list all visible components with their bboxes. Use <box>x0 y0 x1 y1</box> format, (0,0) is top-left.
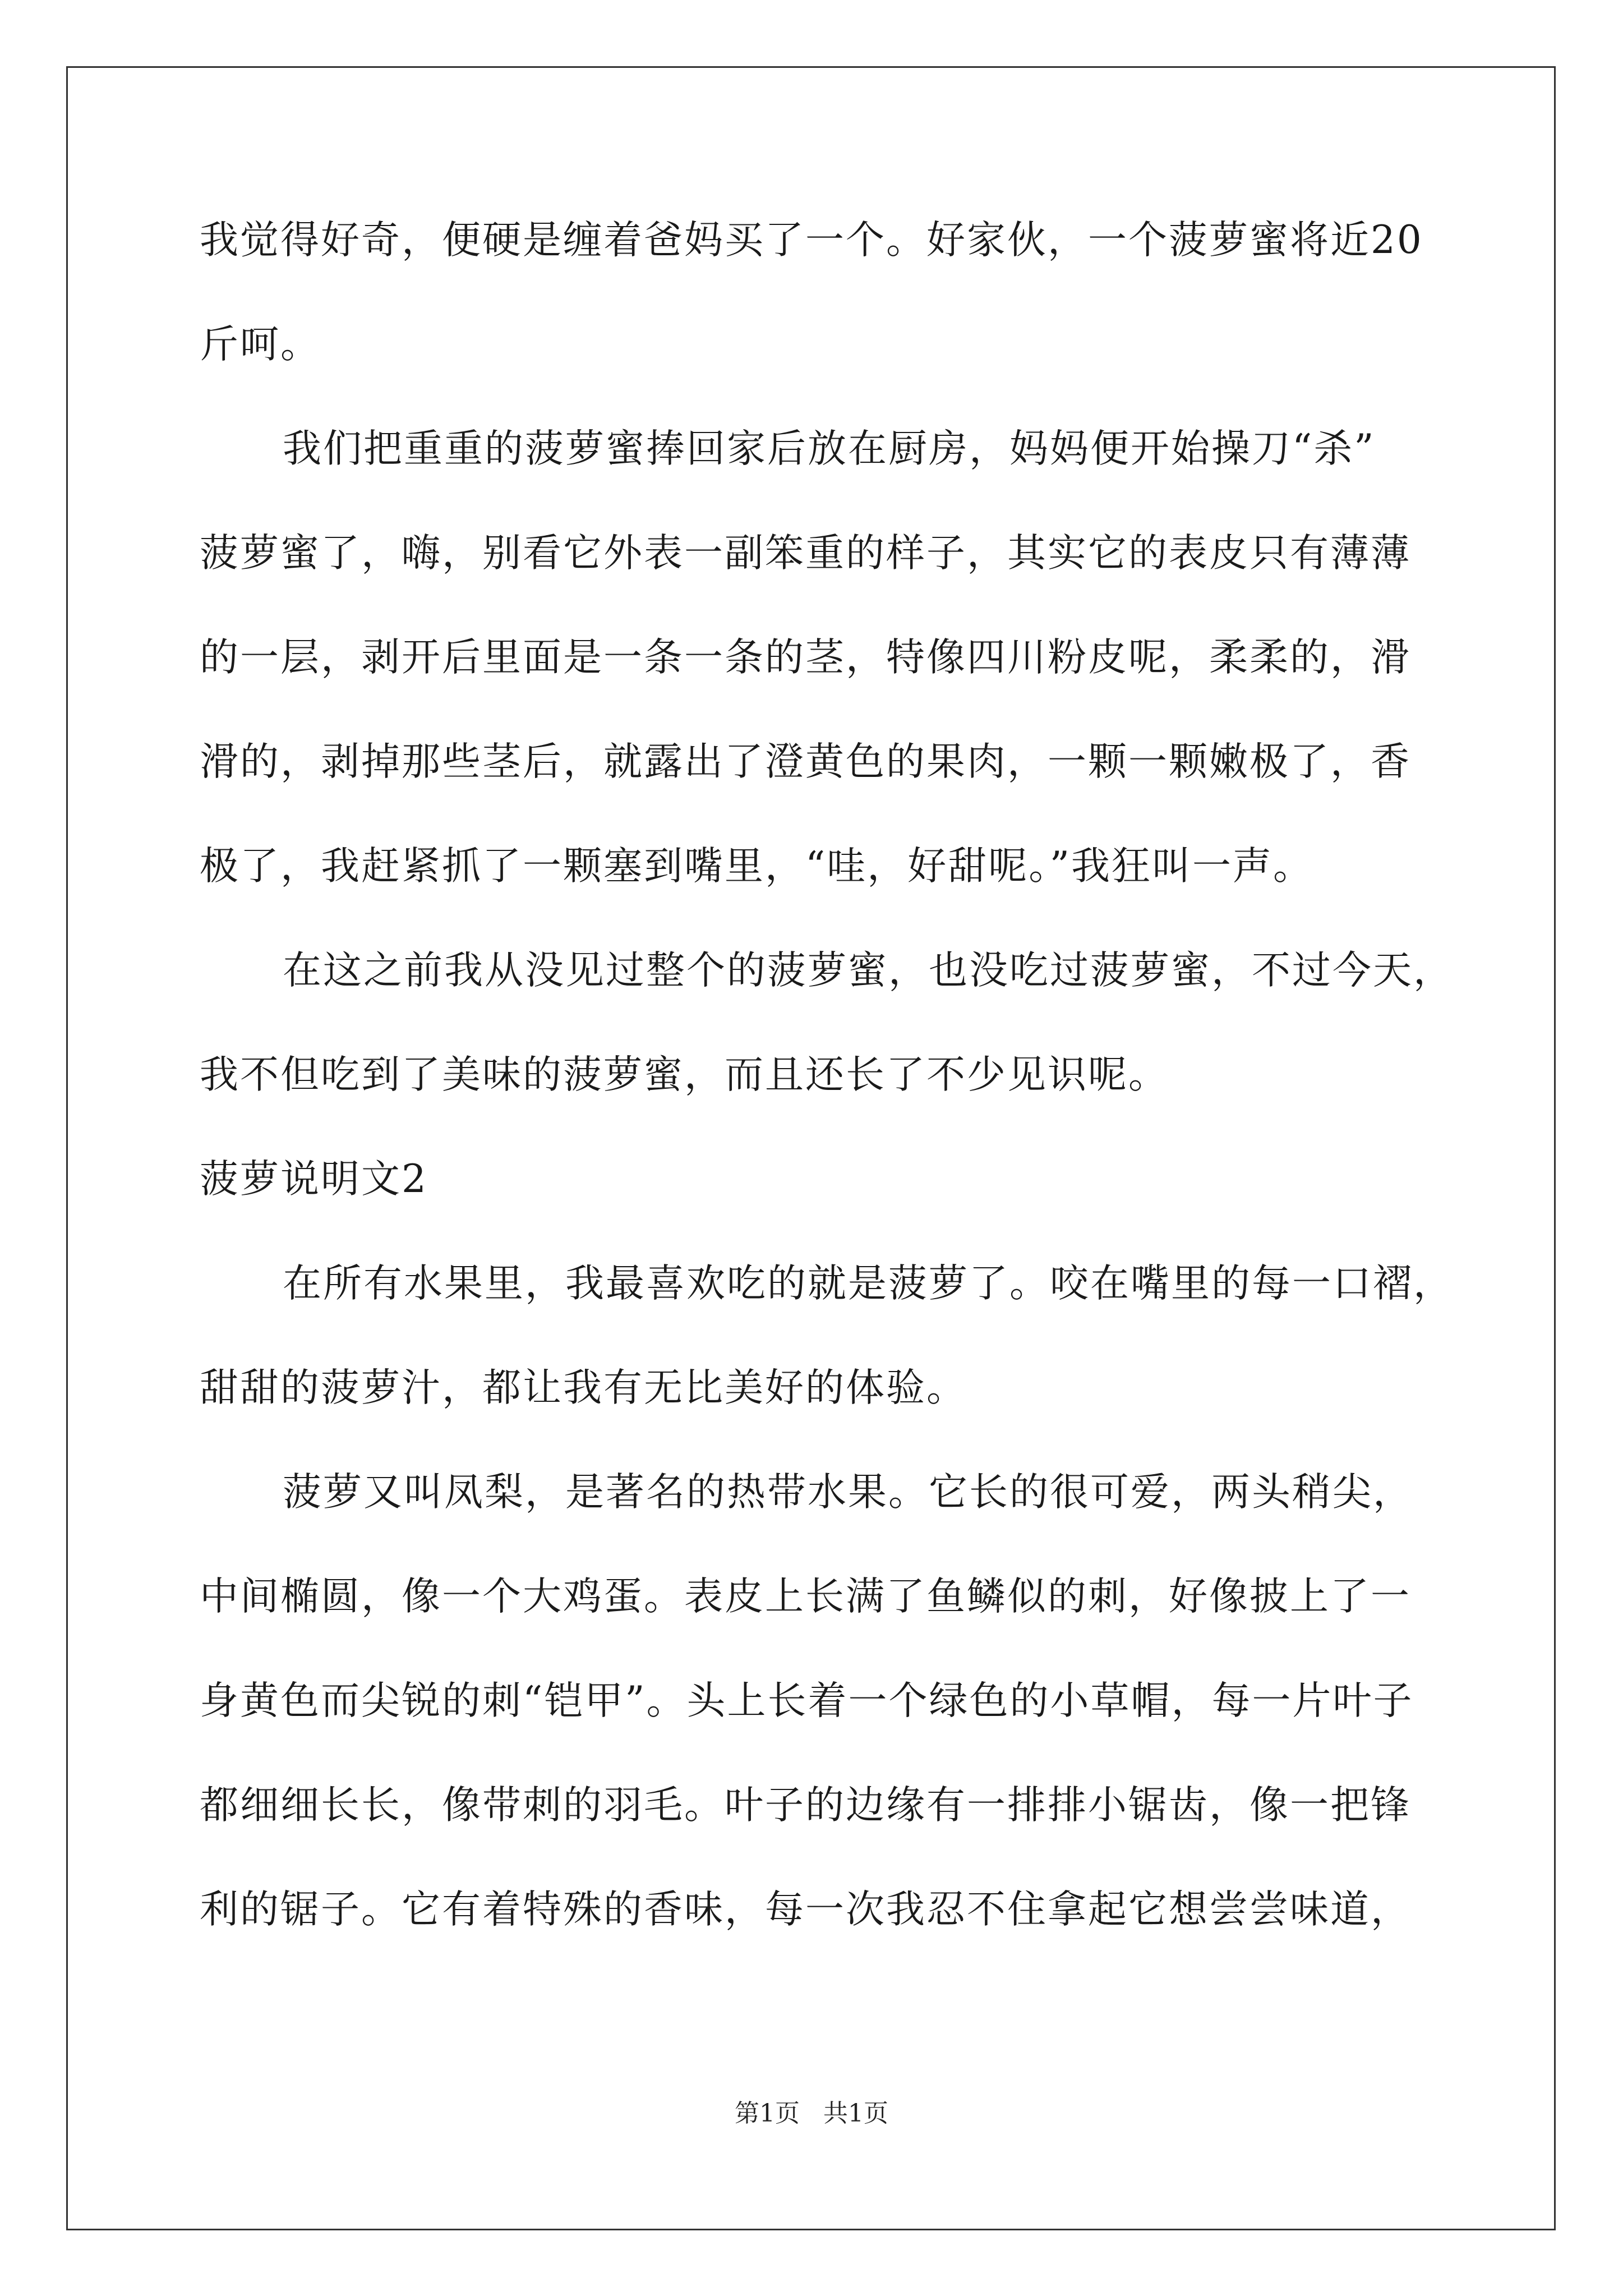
section-heading: 菠萝说明文2 <box>200 1157 428 1202</box>
paragraph-start-line: 在所有水果里，我最喜欢吃的就是菠萝了。咬在嘴里的每一口褶， <box>283 1261 1454 1306</box>
text-line: 极了，我赶紧抓了一颗塞到嘴里，“哇，好甜呢。”我狂叫一声。 <box>200 844 1314 889</box>
text-line: 中间椭圆，像一个大鸡蛋。表皮上长满了鱼鳞似的刺，好像披上了一 <box>200 1574 1411 1619</box>
text-line: 我不但吃到了美味的菠萝蜜，而且还长了不少见识呢。 <box>200 1052 1169 1097</box>
text-line: 滑的，剥掉那些茎后，就露出了澄黄色的果肉，一颗一颗嫩极了，香 <box>200 739 1411 784</box>
text-line: 的一层，剥开后里面是一条一条的茎，特像四川粉皮呢，柔柔的，滑 <box>200 635 1411 680</box>
text-line: 菠萝蜜了，嗨，别看它外表一副笨重的样子，其实它的表皮只有薄薄 <box>200 531 1411 576</box>
text-line: 斤呵。 <box>200 322 321 367</box>
paragraph-start-line: 我们把重重的菠萝蜜捧回家后放在厨房，妈妈便开始操刀“杀” <box>283 426 1376 471</box>
text-line: 我觉得好奇，便硬是缠着爸妈买了一个。好家伙，一个菠萝蜜将近20 <box>200 218 1423 263</box>
text-line: 都细细长长，像带刺的羽毛。叶子的边缘有一排排小锯齿，像一把锋 <box>200 1783 1411 1828</box>
text-line: 甜甜的菠萝汁，都让我有无比美好的体验。 <box>200 1365 967 1410</box>
text-line: 利的锯子。它有着特殊的香味，每一次我忍不住拿起它想尝尝味道， <box>200 1887 1411 1932</box>
paragraph-start-line: 在这之前我从没见过整个的菠萝蜜，也没吃过菠萝蜜，不过今天， <box>283 948 1454 993</box>
page-number-footer: 第1页 共1页 <box>735 2099 888 2128</box>
paragraph-start-line: 菠萝又叫凤梨，是著名的热带水果。它长的很可爱，两头稍尖， <box>283 1470 1413 1515</box>
text-line: 身黄色而尖锐的刺“铠甲”。头上长着一个绿色的小草帽，每一片叶子 <box>200 1678 1414 1723</box>
